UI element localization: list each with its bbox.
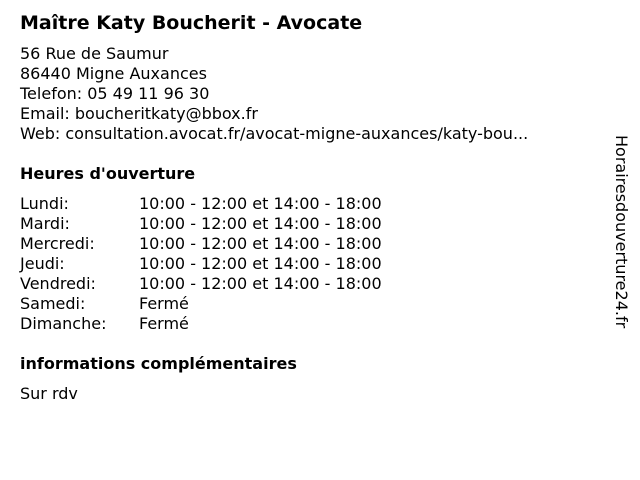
time-value: Fermé (139, 294, 189, 313)
time-value: 10:00 - 12:00 et 14:00 - 18:00 (139, 234, 382, 253)
day-label: Lundi: (20, 194, 69, 213)
hours-heading: Heures d'ouverture (20, 164, 196, 183)
time-value: Fermé (139, 314, 189, 333)
phone-number: Telefon: 05 49 11 96 30 (20, 84, 210, 103)
time-value: 10:00 - 12:00 et 14:00 - 18:00 (139, 194, 382, 213)
contact-block (20, 44, 528, 144)
day-label: Jeudi: (20, 254, 65, 273)
time-value: 10:00 - 12:00 et 14:00 - 18:00 (139, 254, 382, 273)
site-watermark: Horairesdouverture24.fr (612, 135, 631, 329)
day-label: Samedi: (20, 294, 86, 313)
day-label: Dimanche: (20, 314, 107, 333)
city-address: 86440 Migne Auxances (20, 64, 207, 83)
time-value: 10:00 - 12:00 et 14:00 - 18:00 (139, 214, 382, 233)
info-heading: informations complémentaires (20, 354, 297, 373)
day-label: Mercredi: (20, 234, 95, 253)
page-title: Maître Katy Boucherit - Avocate (20, 12, 363, 34)
day-label: Mardi: (20, 214, 70, 233)
day-label: Vendredi: (20, 274, 96, 293)
time-value: 10:00 - 12:00 et 14:00 - 18:00 (139, 274, 382, 293)
email-address: Email: boucheritkaty@bbox.fr (20, 104, 258, 123)
website-address: Web: consultation.avocat.fr/avocat-migne-auxances/katy-bou... (20, 124, 529, 143)
info-text: Sur rdv (20, 384, 78, 403)
street-address: 56 Rue de Saumur (20, 44, 169, 63)
